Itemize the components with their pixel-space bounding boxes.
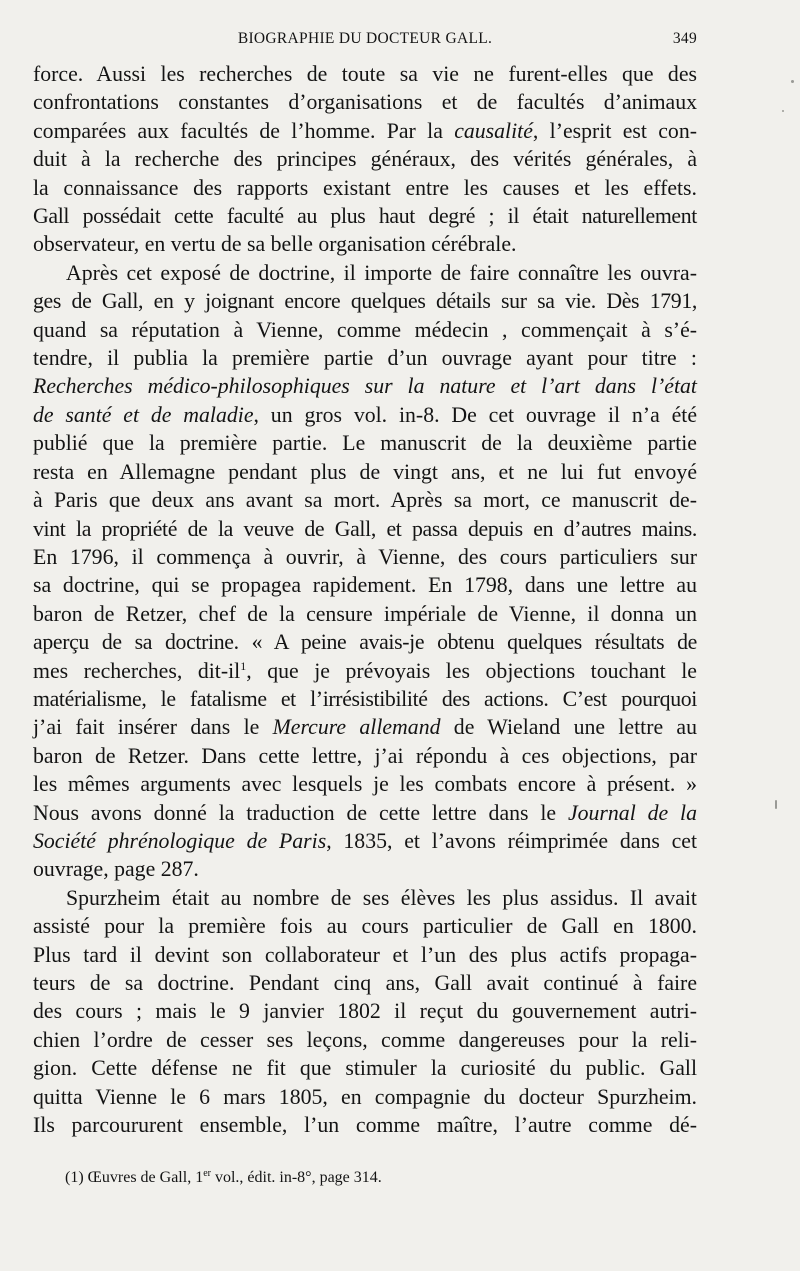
text-run: mes recherches, dit-il [33,658,241,683]
text-line: baron de Retzer. Dans cette lettre, j’ai répondu à ces objections, par [33,743,697,768]
text-line: Plus tard il devint son collaborateur et l’un des plus actifs propaga- [33,942,697,967]
page-header [33,30,697,54]
text-line: les mêmes arguments avec lesquels je les combats encore à présent. » [33,772,697,797]
text-run: , que je prévoyais les objections touchant le [246,658,697,683]
text-line: quitta Vienne le 6 mars 1805, en compagnie du docteur Spurzheim. [33,1084,697,1109]
text-line: vint la propriété de la veuve de Gall, et passa depuis en d’autres mains. [33,516,697,541]
paper-speck [791,80,794,83]
text-line: à Paris que deux ans avant sa mort. Après sa mort, ce manuscrit de- [33,488,697,513]
paper-speck [782,110,784,112]
text-line: assisté pour la première fois au cours particulier de Gall en 1800. [33,914,697,939]
book-title-cont: de santé et de maladie [33,402,254,427]
text-line [33,827,697,855]
text-line [33,713,697,741]
journal-title: Journal de la [567,800,697,825]
text-line [33,117,697,145]
periodical-title: Mercure allemand [272,715,441,740]
footnote-text: (1) Œuvres de Gall, 1 [65,1169,204,1186]
footnote-superscript: er [203,1168,211,1179]
text-line: chien l’ordre de cesser ses leçons, comme dangereuses pour la reli- [33,1027,697,1052]
paragraph-3 [33,884,697,1140]
text-line: ges de Gall, en y joignant encore quelques détails sur sa vie. Dès 1791, [33,289,697,314]
text-line: quand sa réputation à Vienne, comme médecin , commençait à s’é- [33,317,697,342]
text-line: force. Aussi les recherches de toute sa vie ne furent-elles que des [33,62,697,86]
text-run: Nous avons donné la traduction de cette lettre dans le [33,800,568,825]
text-line: Après cet exposé de doctrine, il importe de faire connaître les ouvra- [66,260,697,285]
text-run: j’ai fait insérer dans le [33,715,273,740]
body-text [33,60,697,1139]
running-title: BIOGRAPHIE DU DOCTEUR GALL. [237,30,493,47]
text-line: la connaissance des rapports existant entre les causes et les effets. [33,175,697,200]
text-line: resta en Allemagne pendant plus de vingt ans, et ne lui fut envoyé [33,459,697,484]
journal-title-cont: Société phrénologique de Paris [33,828,327,853]
text-line: confrontations constantes d’organisations et de facultés d’animaux [33,90,697,115]
footnote-text: vol., édit. in-8°, page 314. [210,1169,382,1186]
text-line: sa doctrine, qui se propagea rapidement. En 1798, dans une lettre au [33,573,697,598]
text-line: Gall possédait cette faculté au plus haut degré ; il était naturellement [33,204,697,229]
text-line: matérialisme, le fatalisme et l’irrésistibilité des actions. C’est pourquoi [33,686,697,711]
text-run: comparées aux facultés de l’homme. Par la [33,118,455,143]
text-line: publié que la première partie. Le manuscrit de la deuxième partie [33,431,697,456]
text-line: Ils parcoururent ensemble, l’un comme maître, l’autre comme dé- [33,1113,697,1138]
text-line: tendre, il publia la première partie d’un ouvrage ayant pour titre : [33,346,697,371]
text-line: des cours ; mais le 9 janvier 1802 il reçut du gouvernement autri- [33,999,697,1024]
text-line: duit à la recherche des principes généraux, des vérités générales, à [33,147,697,172]
text-line [33,401,697,429]
book-title: Recherches médico-philosophiques sur la nature et l’art dans l’état [33,374,697,399]
text-line: ouvrage, page 287. [33,857,199,882]
text-line: Spurzheim était au nombre de ses élèves les plus assidus. Il avait [66,885,697,910]
text-run: de Wieland une lettre au [440,715,698,740]
text-run: , un gros vol. in-8. De cet ouvrage il n’a été [253,402,697,427]
paragraph-1 [33,60,697,259]
text-line: baron de Retzer, chef de la censure impériale de Vienne, il donna un [33,601,697,626]
text-line: aperçu de sa doctrine. « A peine avais-je obtenu quelques résultats de [33,630,697,655]
footnote [65,1168,665,1188]
text-line: observateur, en vertu de sa belle organisation cérébrale. [33,232,517,257]
paper-speck [775,800,777,809]
text-run: , l’esprit est con- [532,118,697,143]
text-line [33,657,697,685]
text-line: En 1796, il commença à ouvrir, à Vienne, des cours particuliers sur [33,544,697,569]
text-run: , 1835, et l’avons réimprimée dans cet [326,828,698,853]
text-line: gion. Cette défense ne fit que stimuler la curiosité du public. Gall [33,1056,697,1081]
italic-term: causalité [454,118,533,143]
text-line [33,799,697,827]
footnote-marker: 1 [240,658,247,673]
text-line: teurs de sa doctrine. Pendant cinq ans, Gall avait continué à faire [33,971,697,995]
page-number: 349 [672,30,697,47]
paragraph-2 [33,259,697,884]
